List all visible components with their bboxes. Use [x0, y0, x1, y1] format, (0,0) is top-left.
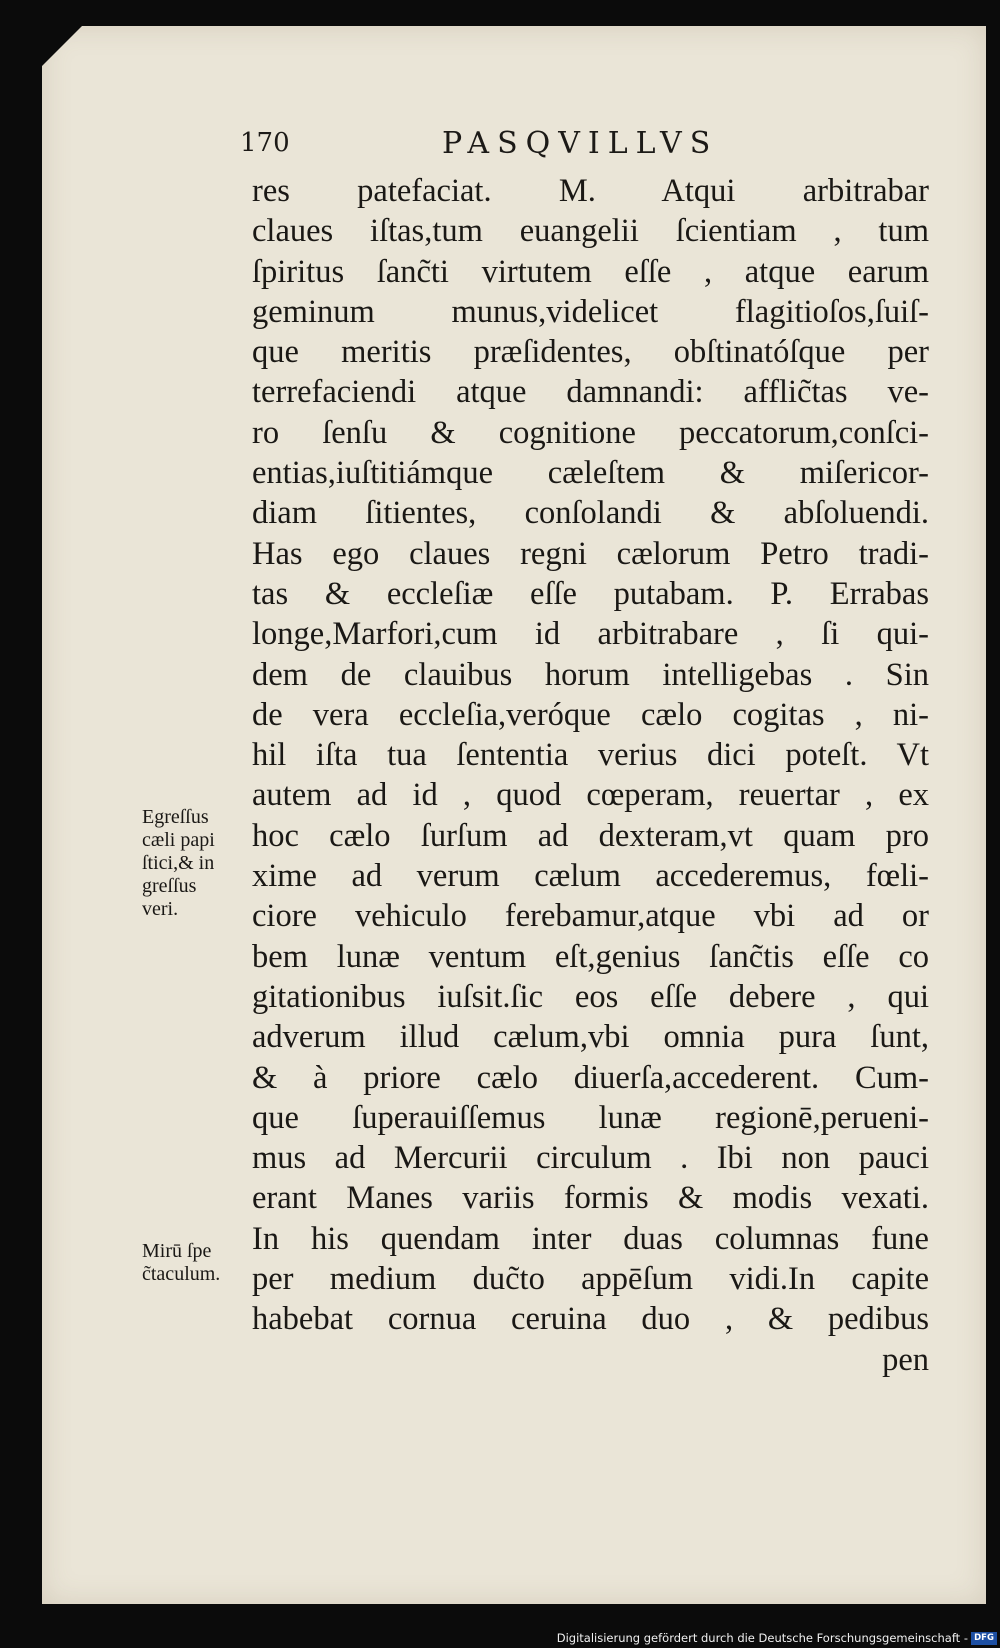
- marginal-note-line: greſſus: [142, 875, 197, 897]
- book-page: [42, 26, 986, 1604]
- text-line: hil iſta tua ſententia verius dici poteſt. Vt: [252, 737, 929, 774]
- marginal-note-line: Mirū ſpe: [142, 1240, 212, 1262]
- text-line: claues iſtas,tum euangelii ſcientiam , tum: [252, 213, 929, 250]
- text-line: que meritis præſidentes, obſtinatóſque per: [252, 334, 929, 371]
- text-line: entias,iuſtitiámque cæleſtem & miſericor-: [252, 455, 929, 492]
- text-line: geminum munus,videlicet flagitioſos,ſuiſ-: [252, 293, 929, 330]
- marginal-note: [142, 806, 258, 921]
- marginal-note: [142, 1240, 258, 1286]
- text-line: diam ſitientes, conſolandi & abſoluendi.: [252, 495, 929, 532]
- text-line: hoc cælo ſurſum ad dexteram,vt quam pro: [252, 817, 929, 854]
- text-line: gitationibus iuſsit.ſic eos eſſe debere , qui: [252, 978, 929, 1015]
- text-line: In his quendam inter duas columnas fune: [252, 1220, 929, 1257]
- dfg-logo: DFG: [971, 1632, 997, 1645]
- page-header: [42, 126, 986, 166]
- text-line: mus ad Mercurii circulum . Ibi non pauci: [252, 1140, 929, 1177]
- marginal-note-line: ſtici,& in: [142, 852, 215, 874]
- text-line: habebat cornua ceruina duo , & pedibus: [252, 1301, 929, 1338]
- text-line: tas & eccleſiæ eſſe putabam. P. Errabas: [252, 575, 929, 612]
- folded-corner: [42, 26, 82, 66]
- text-line: per medium duc̃to appēſum vidi.In capite: [252, 1261, 929, 1298]
- text-line: erant Manes variis formis & modis vexati.: [252, 1180, 929, 1217]
- text-line: & à priore cælo diuerſa,accederent. Cum-: [252, 1059, 929, 1096]
- body-text: [252, 171, 982, 1380]
- text-line: que ſuperauiſſemus lunæ regionē,perueni-: [252, 1099, 929, 1136]
- marginal-note-line: Egreſſus: [142, 806, 209, 828]
- text-line: Has ego claues regni cælorum Petro tradi-: [252, 535, 929, 572]
- text-line: bem lunæ ventum eſt,genius ſanc̃tis eſſe co: [252, 938, 929, 975]
- text-line: xime ad verum cælum accederemus, fœli-: [252, 858, 929, 895]
- text-line: de vera eccleſia,veróque cælo cogitas , ni-: [252, 696, 929, 733]
- page-number: 170: [240, 128, 290, 158]
- marginal-note-line: cæli papi: [142, 829, 215, 851]
- text-line: ro ſenſu & cognitione peccatorum,conſci-: [252, 414, 929, 451]
- marginal-note-line: c̃taculum.: [142, 1263, 221, 1285]
- funding-credit: Digitalisierung gefördert durch die Deutsche Forschungsgemeinschaft -: [556, 1631, 968, 1645]
- marginal-note-line: veri.: [142, 898, 179, 920]
- text-line: terrefaciendi atque damnandi: afflic̃tas ve-: [252, 374, 929, 411]
- running-head: PASQVILLVS: [442, 126, 719, 161]
- catchword: pen: [882, 1341, 929, 1378]
- text-line: ſpiritus ſanc̃ti virtutem eſſe , atque earum: [252, 253, 929, 290]
- text-line: ciore vehiculo ferebamur,atque vbi ad or: [252, 898, 929, 935]
- text-line: res patefaciat. M. Atqui arbitrabar: [252, 173, 929, 209]
- text-line: autem ad id , quod cœperam, reuertar , ex: [252, 777, 929, 814]
- text-line: longe,Marfori,cum id arbitrabare , ſi qui-: [252, 616, 929, 653]
- text-line: dem de clauibus horum intelligebas . Sin: [252, 656, 929, 693]
- text-line: adverum illud cælum,vbi omnia pura ſunt,: [252, 1019, 929, 1056]
